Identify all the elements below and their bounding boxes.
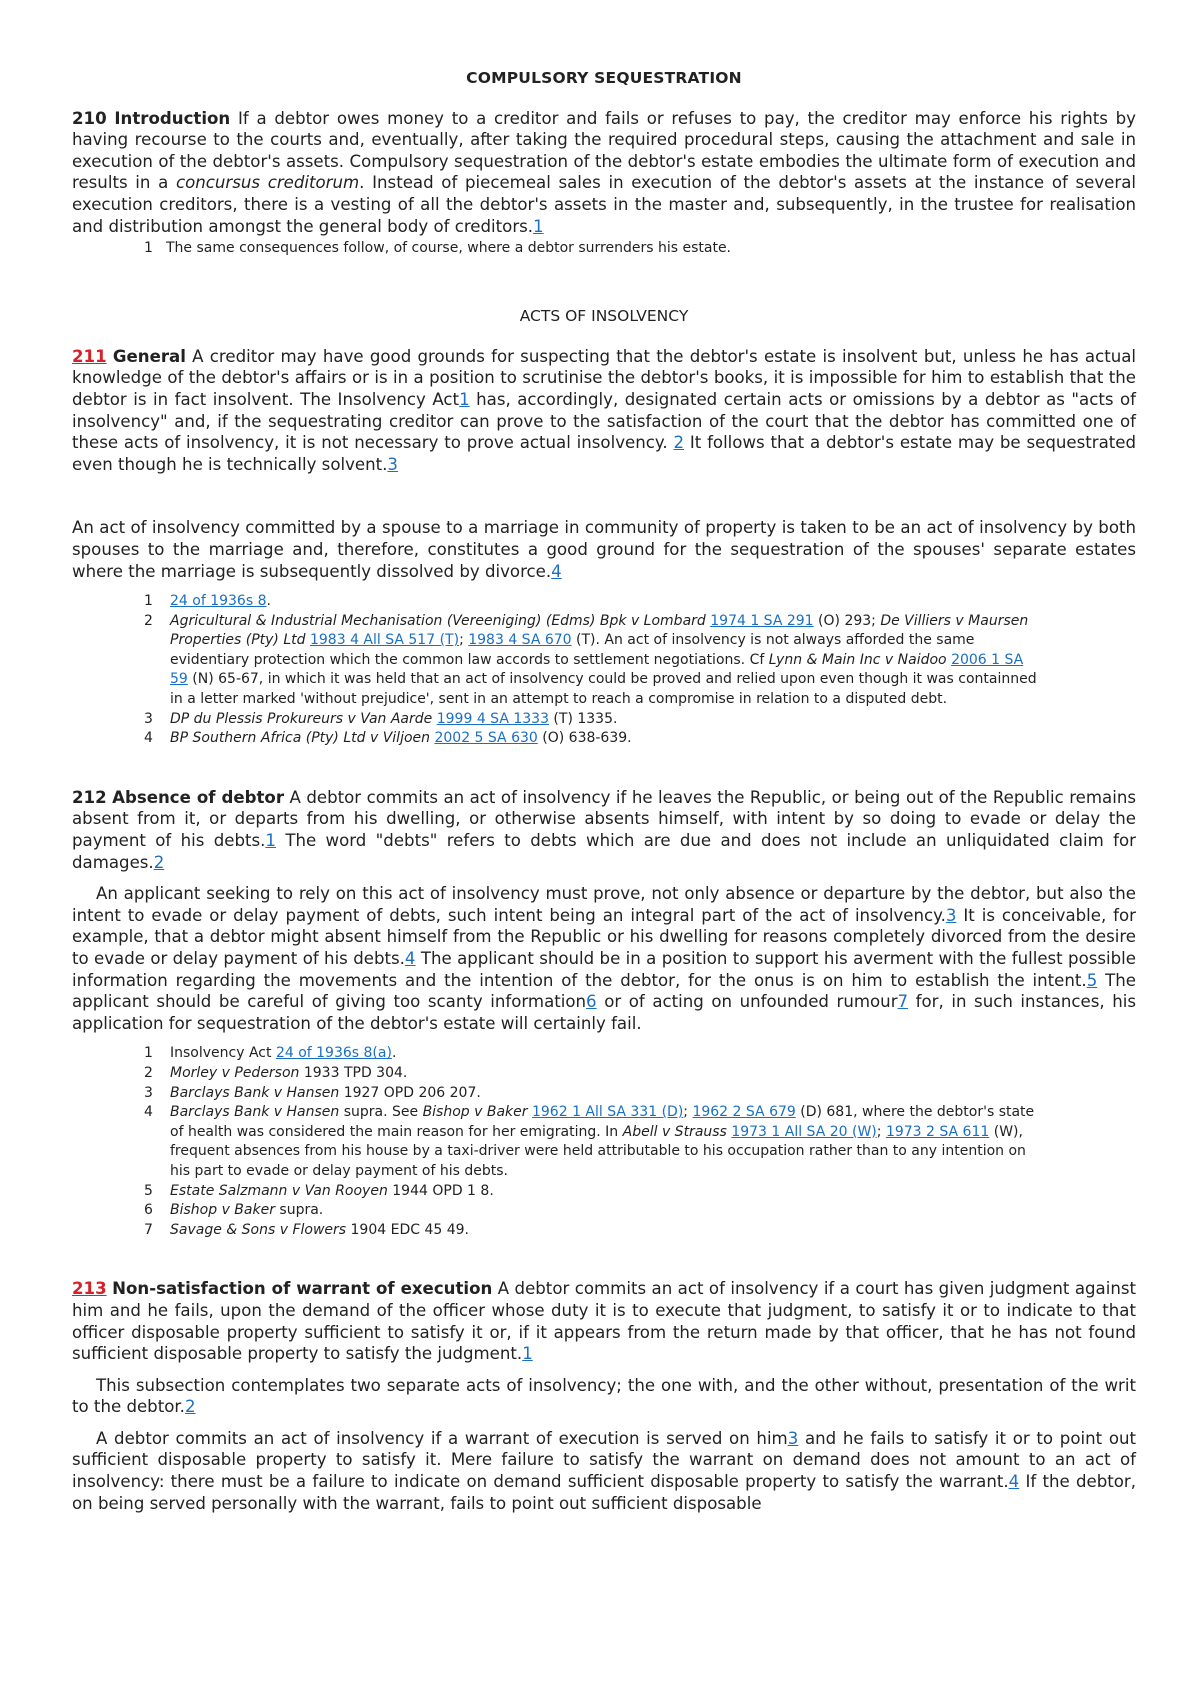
citation-link[interactable]: 24 of 1936s 8 bbox=[170, 593, 267, 610]
section-heading: Non-satisfaction of warrant of execution bbox=[112, 1279, 493, 1299]
footnote-link[interactable]: 3 bbox=[387, 454, 398, 474]
section-heading: Absence of debtor bbox=[112, 787, 285, 807]
footnote-item: 1 24 of 1936s 8. bbox=[144, 593, 271, 610]
section-210-paragraph: 210 Introduction If a debtor owes money to a creditor and fails or refuses to pay, the creditor may enforce his rights by having recourse to the courts and, eventually, after taking the required procedural steps, causing the attachment and sale in execution of the debtor's assets. Compulsory sequestration of the debtor's estate embodies the ultimate form of execution and results in a concursus creditorum. Instead of piecemeal sales in execution of the debtor's assets at the instance of several execution creditors, there is a vesting of all the debtor's assets in the master and, subsequently, in the trustee for realisation and distribution amongst the general body of creditors.1 bbox=[72, 108, 1136, 236]
citation-link[interactable]: 1983 4 SA 670 bbox=[468, 632, 572, 649]
section-number: 210 bbox=[72, 108, 107, 128]
footnote-link[interactable]: 1 bbox=[533, 216, 544, 236]
paragraph: This subsection contemplates two separate acts of insolvency; the one with, and the other without, presentation of the writ to the debtor.2 bbox=[72, 1375, 1136, 1417]
footnote-item: 4 Barclays Bank v Hansen supra. See Bishop v Baker 1962 1 All SA 331 (D); 1962 2 SA 679 (D) 681, where the debtor's state of health was considered the main reason for her emigrating. In Abell v Strauss 1973 1 All SA 20 (W); 1973 2 SA 611 (W), frequent absences from his house by a taxi-driver were held attributable to his occupation rather than to any intention on his part to evade or delay payment of his debts. bbox=[144, 1104, 1035, 1179]
footnote-link[interactable]: 2 bbox=[673, 433, 684, 453]
section-subtitle: ACTS OF INSOLVENCY bbox=[519, 307, 689, 326]
footnote-item: 1 The same consequences follow, of course, where a debtor surrenders his estate. bbox=[144, 240, 732, 257]
section-heading: General bbox=[112, 346, 186, 366]
footnote-link[interactable]: 6 bbox=[586, 992, 597, 1012]
paragraph: An act of insolvency committed by a spouse to a marriage in community of property is taken to be an act of insolvency by both spouses to the marriage and, therefore, constitutes a good ground for the sequestration of the spouses' separate estates where the marriage is subsequently dissolved by divorce.4 bbox=[72, 518, 1136, 581]
footnote-link[interactable]: 1 bbox=[265, 831, 276, 851]
footnote-list bbox=[72, 592, 1136, 749]
paragraph: A debtor commits an act of insolvency if a warrant of execution is served on him3 and he fails to satisfy it or to point out sufficient disposable property to satisfy it. Mere failure to satisfy the warrant on demand does not amount to an act of insolvency: there must be a failure to indicate on demand sufficient disposable property to satisfy the warrant.4 If the debtor, on being served personally with the warrant, fails to point out sufficient disposable bbox=[72, 1428, 1136, 1513]
footnote-link[interactable]: 4 bbox=[551, 561, 562, 581]
footnote-item: 5 Estate Salzmann v Van Rooyen 1944 OPD 1 8. bbox=[144, 1182, 494, 1199]
footnote-item: 3 Barclays Bank v Hansen 1927 OPD 206 207. bbox=[144, 1084, 481, 1101]
citation-link[interactable]: 2002 5 SA 630 bbox=[434, 730, 538, 747]
footnote-link[interactable]: 3 bbox=[945, 905, 957, 925]
footnote-link[interactable]: 1 bbox=[522, 1344, 533, 1364]
footnote-link[interactable]: 3 bbox=[787, 1428, 799, 1448]
citation-link[interactable]: 2006 1 SA 59 bbox=[170, 651, 1024, 688]
footnote-list bbox=[72, 1044, 1136, 1240]
section-heading: Introduction bbox=[114, 108, 231, 128]
citation-link[interactable]: 1999 4 SA 1333 bbox=[436, 710, 549, 727]
section-number-link[interactable]: 213 bbox=[72, 1279, 107, 1299]
section-211-paragraph: 211 General A creditor may have good grounds for suspecting that the debtor's estate is insolvent but, unless he has actual knowledge of the debtor's affairs or is in a position to scrutinise the debtor's books, it is impossible for him to establish that the debtor is in fact insolvent. The Insolvency Act1 has, accordingly, designated certain acts or omissions by a debtor as "acts of insolvency" and, if the sequestrating creditor can prove to the satisfaction of the court that the debtor has committed one of these acts of insolvency, it is not necessary to prove actual insolvency. 2 It follows that a debtor's estate may be sequestrated even though he is technically solvent.3 bbox=[72, 346, 1136, 474]
footnote-link[interactable]: 4 bbox=[404, 949, 416, 968]
footnote-item: 3 DP du Plessis Prokureurs v Van Aarde 1999 4 SA 1333 (T) 1335. bbox=[144, 710, 618, 727]
footnote-item: 7 Savage & Sons v Flowers 1904 EDC 45 49. bbox=[144, 1221, 469, 1238]
footnote-item: 6 Bishop v Baker supra. bbox=[144, 1202, 324, 1219]
footnote-link[interactable]: 2 bbox=[153, 852, 165, 872]
section-212-paragraph: 212 Absence of debtor A debtor commits an act of insolvency if he leaves the Republic, or being out of the Republic remains absent from it, or departs from his dwelling, or otherwise absents himself, with intent by so doing to evade or delay the payment of his debts.1 The word "debts" refers to debts which are due and does not include an unliquidated claim for damages.2 bbox=[72, 787, 1136, 872]
footnote-link[interactable]: 4 bbox=[1008, 1472, 1020, 1492]
section-number: 212 bbox=[72, 787, 107, 807]
citation-link[interactable]: 1962 1 All SA 331 (D) bbox=[531, 1104, 684, 1121]
citation-link[interactable]: 1962 2 SA 679 bbox=[692, 1104, 796, 1121]
section-213-paragraph: 213 Non-satisfaction of warrant of execution A debtor commits an act of insolvency if a court has given judgment against him and he fails, upon the demand of the officer whose duty it is to execute that judgment, to satisfy it or to indicate to that officer disposable property sufficient to satisfy it or, if it appears from the return made by that officer, that he has not found sufficient disposable property to satisfy the judgment.1 bbox=[72, 1279, 1136, 1364]
footnote-link[interactable]: 2 bbox=[184, 1397, 196, 1417]
section-number-link[interactable]: 211 bbox=[72, 346, 107, 366]
footnote-link[interactable]: 1 bbox=[459, 389, 470, 409]
footnote-item: 2 Morley v Pederson 1933 TPD 304. bbox=[144, 1064, 408, 1081]
document-title: COMPULSORY SEQUESTRATION bbox=[466, 69, 742, 87]
citation-link[interactable]: 1983 4 All SA 517 (T) bbox=[309, 632, 460, 649]
footnote-item: 4 BP Southern Africa (Pty) Ltd v Viljoen 2002 5 SA 630 (O) 638-639. bbox=[144, 730, 632, 747]
footnote-item: 1 Insolvency Act 24 of 1936s 8(a). bbox=[144, 1045, 397, 1062]
paragraph: An applicant seeking to rely on this act of insolvency must prove, not only absence or departure by the debtor, but also the intent to evade or delay payment of debts, such intent being an integral part of the act of insolvency.3 It is conceivable, for example, that a debtor might absent himself from the Republic or his dwelling for reasons completely divorced from the desire to evade or delay payment of his debts.4 The applicant should be in a position to support his averment with the fullest possible information regarding the movements and the intention of the debtor, for the onus is on him to establish the intent.5 The applicant should be careful of giving too scanty information6 or of acting on unfounded rumour7 for, in such instances, his application for sequestration of the debtor's estate will certainly fail. bbox=[72, 884, 1137, 1033]
footnote-item: 2 Agricultural & Industrial Mechanisation (Vereeniging) (Edms) Bpk v Lombard 1974 1 SA 291 (O) 293; De Villiers v Maursen Properties (Pty) Ltd 1983 4 All SA 517 (T); 1983 4 SA 670 (T). An act of insolvency is not always afforded the same evidentiary protection which the common law accords to settlement negotiations. Cf Lynn & Main Inc v Naidoo 2006 1 SA 59 (N) 65-67, in which it was held that an act of insolvency could be proved and relied upon even though it was containned in a letter marked 'without prejudice', sent in an attempt to reach a compromise in relation to a disputed debt. bbox=[144, 612, 1037, 708]
citation-link[interactable]: 1974 1 SA 291 bbox=[710, 612, 814, 629]
footnote-link[interactable]: 5 bbox=[1086, 970, 1098, 990]
citation-link[interactable]: 1973 1 All SA 20 (W) bbox=[731, 1123, 877, 1140]
citation-link[interactable]: 1973 2 SA 611 bbox=[885, 1123, 990, 1140]
footnote-link[interactable]: 7 bbox=[897, 992, 909, 1012]
citation-link[interactable]: 24 of 1936s 8(a) bbox=[275, 1045, 392, 1062]
